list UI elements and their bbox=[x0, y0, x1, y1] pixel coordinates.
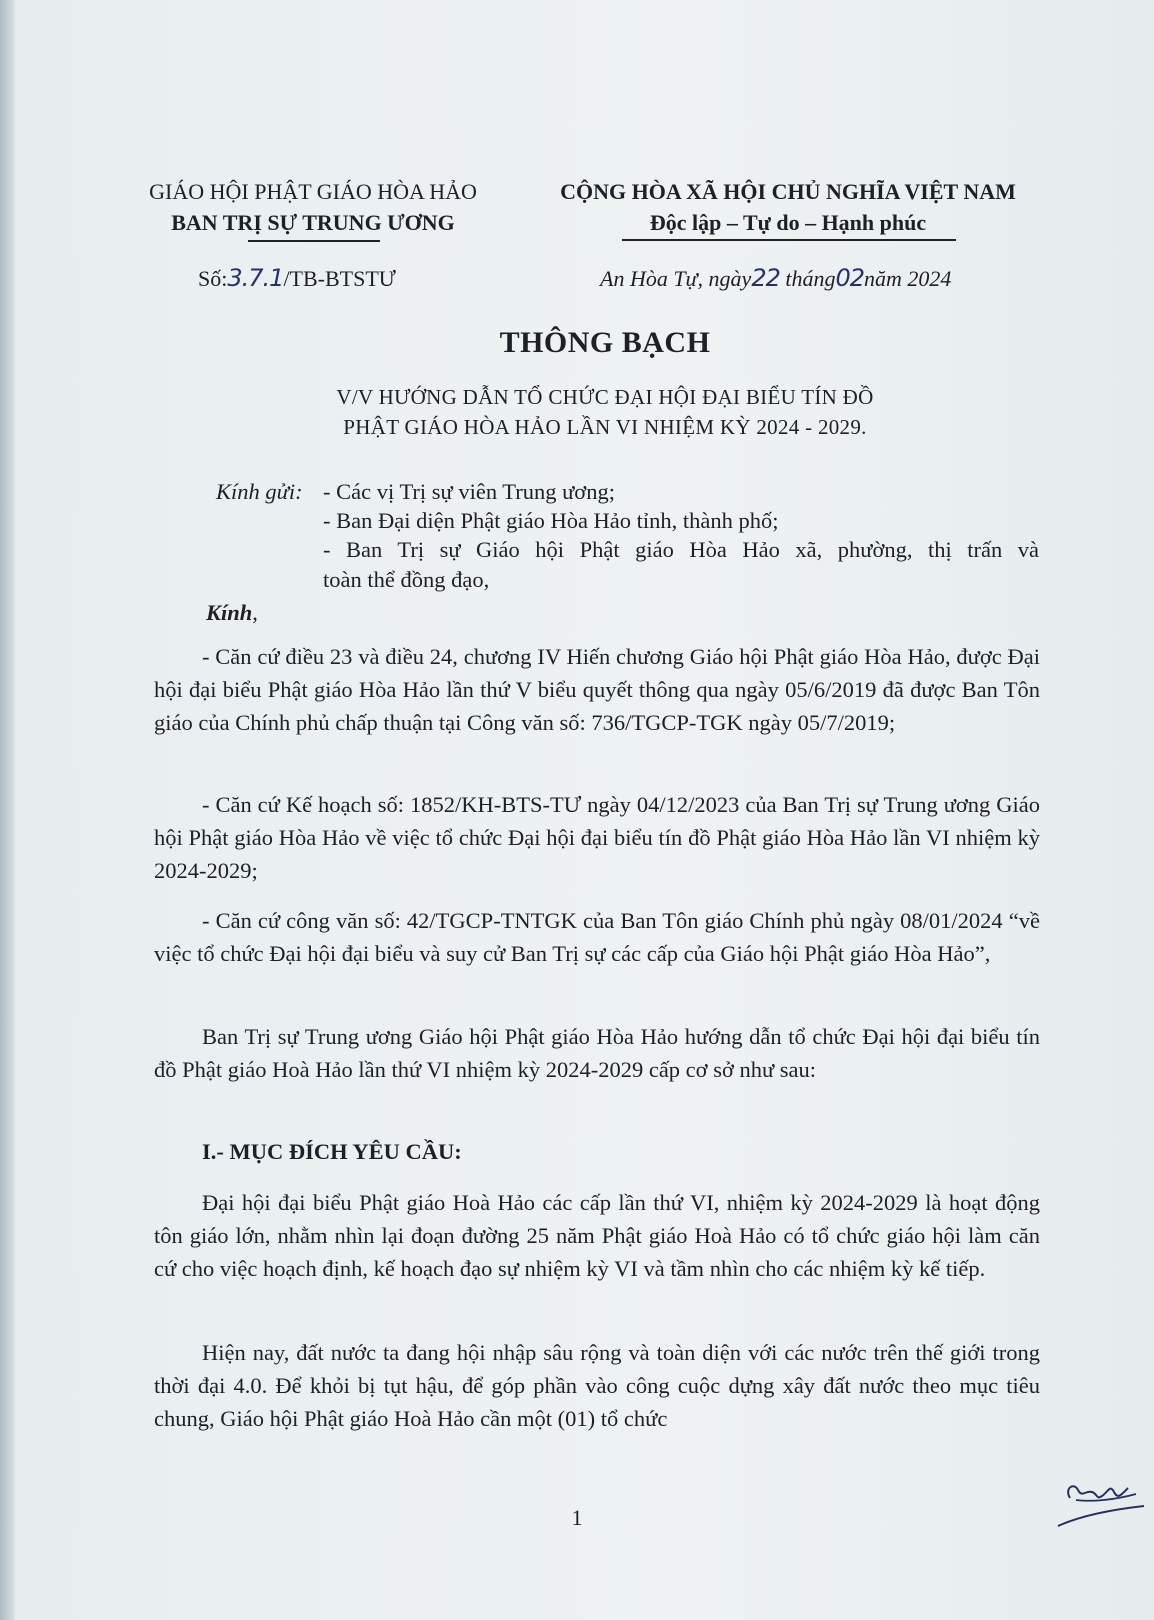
document-number-suffix: /TB-BTSTƯ bbox=[283, 266, 396, 291]
date-month: 02 bbox=[835, 264, 865, 292]
national-title: CỘNG HÒA XÃ HỘI CHỦ NGHĨA VIỆT NAM bbox=[560, 179, 1016, 204]
paragraph-guidance-intro: Ban Trị sự Trung ương Giáo hội Phật giáo Hòa Hảo hướng dẫn tổ chức Đại hội đại biểu tín đồ Phật giáo Hoà Hảo lần thứ VI nhiệm kỳ 2024-2029 cấp cơ sở như sau: bbox=[154, 1024, 1040, 1082]
document-number bbox=[198, 262, 396, 295]
document-title: THÔNG BẠCH bbox=[499, 326, 711, 359]
org-underline bbox=[248, 240, 380, 242]
recipient-line-3: - Ban Trị sự Giáo hội Phật giáo Hòa Hảo xã, phường, thị trấn và bbox=[323, 537, 1039, 562]
paragraph-legal-basis-1: - Căn cứ điều 23 và điều 24, chương IV Hiến chương Giáo hội Phật giáo Hòa Hảo, được Đại hội đại biểu Phật giáo Hòa Hảo lần thứ V biểu quyết thông qua ngày 05/6/2019 đã được Ban Tôn giáo của Chính phủ chấp thuận tại Công văn số: 736/TGCP-TGK ngày 05/7/2019; bbox=[154, 644, 1040, 735]
initials-signature bbox=[1052, 1470, 1150, 1532]
document-number-handwritten: 3.7.1 bbox=[227, 264, 284, 292]
salutation-word: Kính bbox=[206, 600, 253, 625]
paragraph-purpose-2: Hiện nay, đất nước ta đang hội nhập sâu rộng và toàn diện với các nước trên thế giới trong thời đại 4.0. Để khỏi bị tụt hậu, để góp phần vào công cuộc dựng xây đất nước theo mục tiêu chung, Giáo hội Phật giáo Hoà Hảo cần một (01) tổ chức bbox=[154, 1340, 1040, 1431]
motto-underline bbox=[622, 239, 956, 241]
recipient-line-1: - Các vị Trị sự viên Trung ương; bbox=[323, 479, 615, 504]
date-year: năm 2024 bbox=[864, 266, 952, 291]
document-subtitle-line2: PHẬT GIÁO HÒA HẢO LẦN VI NHIỆM KỲ 2024 - 2029. bbox=[343, 415, 867, 439]
recipient-line-2: - Ban Đại diện Phật giáo Hòa Hảo tỉnh, thành phố; bbox=[323, 508, 779, 533]
document-number-prefix: Số: bbox=[198, 266, 228, 291]
paragraph-purpose-1: Đại hội đại biểu Phật giáo Hoà Hảo các cấp lần thứ VI, nhiệm kỳ 2024-2029 là hoạt động tôn giáo lớn, nhằm nhìn lại đoạn đường 25 năm Phật giáo Hoà Hảo có tổ chức giáo hội làm căn cứ cho việc hoạch định, kế hoạch đạo sự nhiệm kỳ VI và tầm nhìn cho các nhiệm kỳ kế tiếp. bbox=[154, 1190, 1040, 1281]
section-heading-purpose: I.- MỤC ĐÍCH YÊU CẦU: bbox=[202, 1139, 462, 1164]
org-department: BAN TRỊ SỰ TRUNG ƯƠNG bbox=[171, 210, 455, 235]
recipient-line-4: toàn thể đồng đạo, bbox=[323, 567, 490, 592]
page-number: 1 bbox=[571, 1505, 583, 1530]
salutation-comma: , bbox=[252, 600, 258, 625]
recipients-label: Kính gửi: bbox=[216, 479, 303, 504]
date-month-label: tháng bbox=[785, 266, 836, 291]
date-prefix: An Hòa Tự, ngày bbox=[600, 266, 752, 291]
date-day: 22 bbox=[751, 264, 780, 292]
document-subtitle-line1: V/V HƯỚNG DẪN TỔ CHỨC ĐẠI HỘI ĐẠI BIỂU TÍN ĐỒ bbox=[336, 385, 874, 409]
salutation bbox=[206, 596, 258, 629]
paragraph-legal-basis-3: - Căn cứ công văn số: 42/TGCP-TNTGK của Ban Tôn giáo Chính phủ ngày 08/01/2024 “về việc tổ chức Đại hội đại biểu và suy cử Ban Trị sự các cấp của Giáo hội Phật giáo Hòa Hảo”, bbox=[154, 908, 1040, 966]
document-date bbox=[600, 262, 951, 295]
national-motto: Độc lập – Tự do – Hạnh phúc bbox=[649, 210, 927, 235]
org-name: GIÁO HỘI PHẬT GIÁO HÒA HẢO bbox=[149, 179, 477, 204]
paragraph-legal-basis-2: - Căn cứ Kế hoạch số: 1852/KH-BTS-TƯ ngày 04/12/2023 của Ban Trị sự Trung ương Giáo hội Phật giáo Hòa Hảo về việc tổ chức Đại hội đại biểu tín đồ Phật giáo Hòa Hảo lần VI nhiệm kỳ 2024-2029; bbox=[154, 792, 1040, 883]
